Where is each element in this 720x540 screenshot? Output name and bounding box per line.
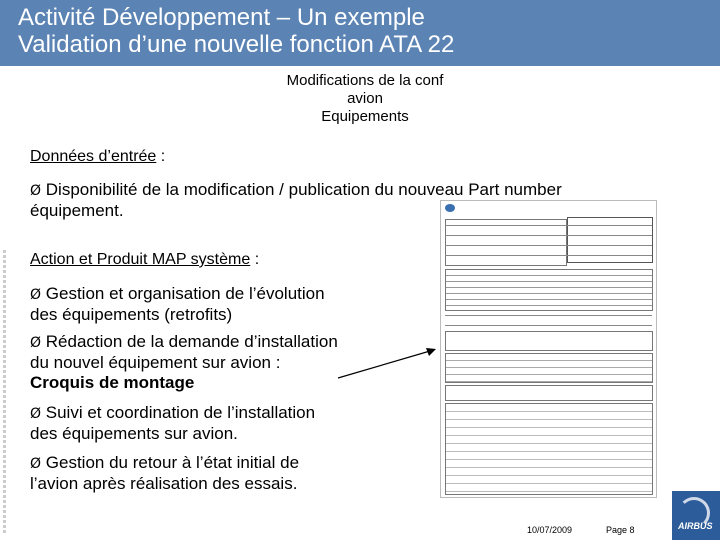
inputs-bullet-line1: Disponibilité de la modification / publication du nouveau Part number bbox=[45, 180, 562, 199]
bullet-arrow-icon: Ø bbox=[30, 183, 42, 199]
action-bullet-2-line1: Rédaction de la demande d’installation bbox=[45, 332, 338, 351]
modification-note-line1: Modifications de la conf bbox=[286, 72, 444, 89]
inputs-heading-colon: : bbox=[156, 148, 166, 165]
action-bullet-2-line2: du nouvel équipement sur avion : bbox=[30, 353, 281, 372]
action-bullet-1-line1: Gestion et organisation de l’évolution bbox=[45, 284, 325, 303]
slide-title-line2: Validation d’une nouvelle fonction ATA 22 bbox=[18, 31, 455, 58]
bullet-arrow-icon: Ø bbox=[30, 456, 42, 472]
action-bullet-3-line1: Suivi et coordination de l’installation bbox=[45, 403, 316, 422]
installation-drawing-thumbnail bbox=[440, 200, 657, 498]
actions-heading-text: Action et Produit MAP système bbox=[30, 251, 251, 268]
action-bullet-2-line3: Croquis de montage bbox=[30, 373, 195, 392]
airbus-logo bbox=[672, 491, 720, 540]
slide-title-line1: Activité Développement – Un exemple bbox=[18, 4, 425, 31]
bullet-arrow-icon: Ø bbox=[30, 406, 42, 422]
footer-date: 10/07/2009 bbox=[527, 525, 573, 535]
bullet-arrow-icon: Ø bbox=[30, 335, 42, 351]
airbus-logo-text: AIRBUS bbox=[678, 521, 713, 531]
action-bullet-1-line2: des équipements (retrofits) bbox=[30, 305, 233, 324]
modification-note-line2: avion bbox=[347, 90, 383, 107]
inputs-bullet-line2: équipement. bbox=[30, 201, 124, 220]
action-bullet-4-line2: l’avion après réalisation des essais. bbox=[30, 474, 298, 493]
inputs-heading-text: Données d’entrée bbox=[30, 148, 157, 165]
actions-heading-colon: : bbox=[250, 251, 260, 268]
action-bullet-4-line1: Gestion du retour à l’état initial de bbox=[45, 453, 300, 472]
bullet-arrow-icon: Ø bbox=[30, 287, 42, 303]
action-bullet-3-line2: des équipements sur avion. bbox=[30, 424, 238, 443]
footer-page-number: Page 8 bbox=[606, 525, 635, 535]
modification-note-line3: Equipements bbox=[321, 108, 409, 125]
